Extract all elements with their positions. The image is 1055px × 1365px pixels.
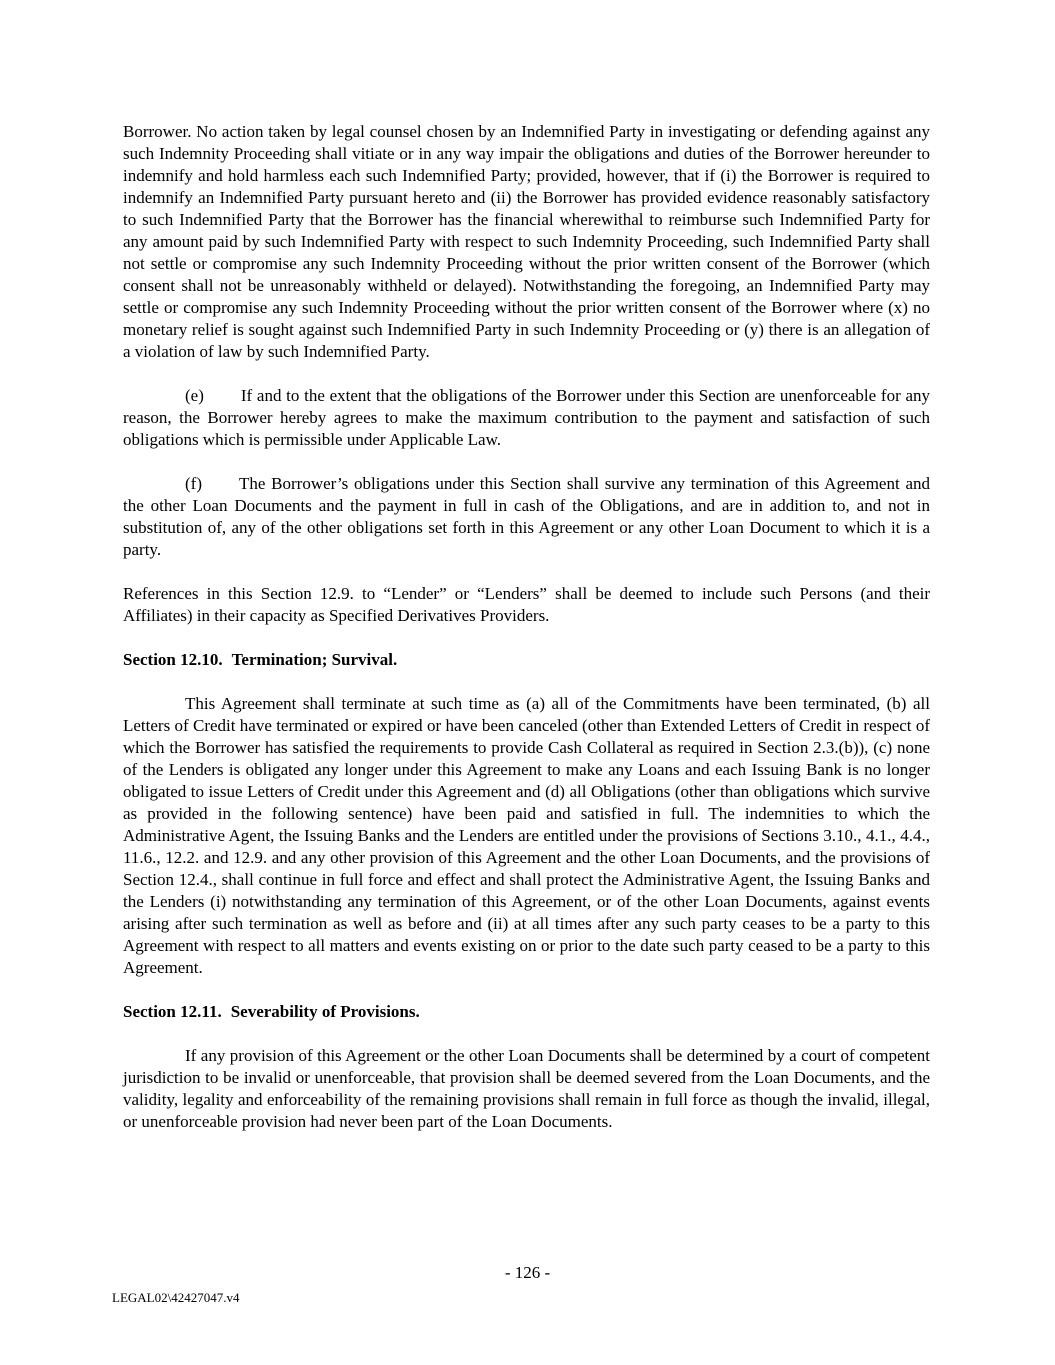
- paragraph-f: [123, 473, 930, 561]
- paragraph-e: [123, 385, 930, 451]
- paragraph-severability: If any provision of this Agreement or the other Loan Documents shall be determined by a court of competent jurisdiction to be invalid or unenforceable, that provision shall be deemed severed from the Loan Documents, and the validity, legality and enforceability of the remaining provisions shall remain in full force as though the invalid, illegal, or unenforceable provision had never been part of the Loan Documents.: [123, 1046, 930, 1131]
- document-id: LEGAL02\42427047.v4: [112, 1290, 240, 1305]
- paragraph-e-text: If and to the extent that the obligations of the Borrower under this Section are unenforceable for any reason, the Borrower hereby agrees to make the maximum contribution to the payment and satisfaction of such obligations which is permissible under Applicable Law.: [123, 386, 930, 449]
- section-title: Termination; Survival.: [231, 650, 398, 669]
- section-heading-12-10: [123, 649, 930, 671]
- document-body: [123, 121, 930, 1155]
- paragraph-f-text: The Borrower’s obligations under this Section shall survive any termination of this Agreement and the other Loan Documents and the payment in full in cash of the Obligations, and are in addition to, and not in substitution of, any of the other obligations set forth in this Agreement or any other Loan Document to which it is a party.: [123, 474, 930, 559]
- paragraph-e-label: (e): [185, 386, 204, 405]
- paragraph-termination: This Agreement shall terminate at such time as (a) all of the Commitments have been terminated, (b) all Letters of Credit have terminated or expired or have been canceled (other than Extended Letters of Credit in respect of which the Borrower has satisfied the requirements to provide Cash Collateral as required in Section 2.3.(b)), (c) none of the Lenders is obligated any longer under this Agreement to make any Loans and each Issuing Bank is no longer obligated to issue Letters of Credit under this Agreement and (d) all Obligations (other than obligations which survive as provided in the following sentence) have been paid and satisfied in full. The indemnities to which the Administrative Agent, the Issuing Banks and the Lenders are entitled under the provisions of Sections 3.10., 4.1., 4.4., 11.6., 12.2. and 12.9. and any other provision of this Agreement and the other Loan Documents, and the provisions of Section 12.4., shall continue in full force and effect and shall protect the Administrative Agent, the Issuing Banks and the Lenders (i) notwithstanding any termination of this Agreement, or of the other Loan Documents, against events arising after such termination as well as before and (ii) at all times after any such party ceases to be a party to this Agreement with respect to all matters and events existing on or prior to the date such party ceased to be a party to this Agreement.: [123, 694, 930, 977]
- section-heading-12-11: [123, 1001, 930, 1023]
- section-number: Section 12.10.: [123, 650, 223, 669]
- paragraph-references: References in this Section 12.9. to “Lender” or “Lenders” shall be deemed to include such Persons (and their Affiliates) in their capacity as Specified Derivatives Providers.: [123, 584, 930, 625]
- paragraph-f-label: (f): [185, 474, 202, 493]
- page-number: - 126 -: [504, 1263, 551, 1282]
- section-title: Severability of Provisions.: [230, 1002, 420, 1021]
- paragraph-borrower-continuation: Borrower. No action taken by legal counsel chosen by an Indemnified Party in investigating or defending against any such Indemnity Proceeding shall vitiate or in any way impair the obligations and duties of the Borrower hereunder to indemnify and hold harmless each such Indemnified Party; provided, however, that if (i) the Borrower is required to indemnify an Indemnified Party pursuant hereto and (ii) the Borrower has provided evidence reasonably satisfactory to such Indemnified Party that the Borrower has the financial wherewithal to reimburse such Indemnified Party for any amount paid by such Indemnified Party with respect to such Indemnity Proceeding, such Indemnified Party shall not settle or compromise any such Indemnity Proceeding without the prior written consent of the Borrower (which consent shall not be unreasonably withheld or delayed). Notwithstanding the foregoing, an Indemnified Party may settle or compromise any such Indemnity Proceeding without the prior written consent of the Borrower where (x) no monetary relief is sought against such Indemnified Party in such Indemnity Proceeding or (y) there is an allegation of a violation of law by such Indemnified Party.: [123, 122, 930, 361]
- section-number: Section 12.11.: [123, 1002, 222, 1021]
